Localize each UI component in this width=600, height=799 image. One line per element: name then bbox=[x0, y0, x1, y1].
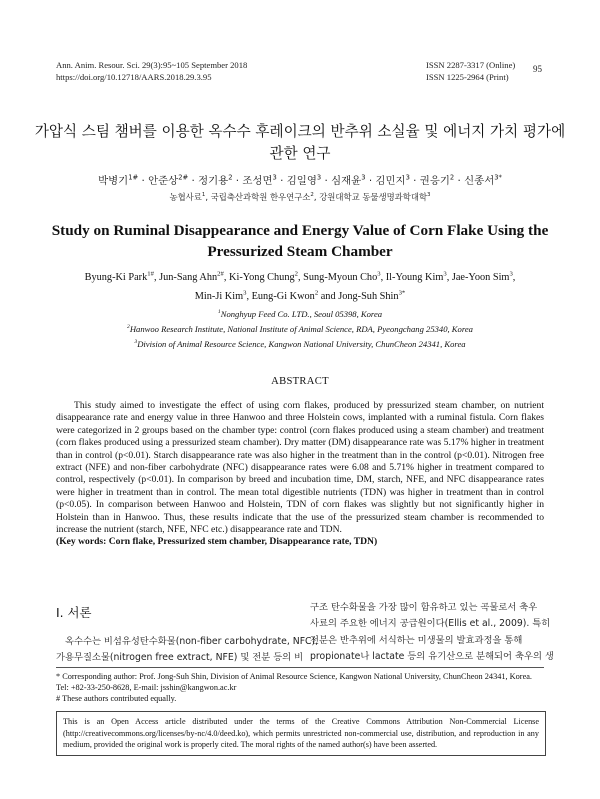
korean-title bbox=[30, 121, 570, 165]
korean-affiliations: 농협사료$^1$, 국립축산과학원 한우연구소$^2$, 강원대학교 동물생명과학대학$^3$ bbox=[169, 192, 431, 202]
section-heading-intro: Ⅰ. 서론 bbox=[56, 605, 92, 620]
english-author: Eung-Gi Kwon bbox=[251, 291, 315, 302]
english-affiliation-3 bbox=[20, 339, 580, 349]
author-mark: 3 bbox=[405, 173, 410, 182]
english-author: Jun-Sang Ahn bbox=[159, 272, 218, 283]
author-mark: 1# bbox=[147, 270, 154, 278]
author-mark: 3 bbox=[509, 270, 513, 278]
issn-block bbox=[426, 60, 515, 83]
affiliation-mark: 3 bbox=[134, 339, 138, 346]
author-mark: 3 bbox=[377, 270, 381, 278]
text-line: 사료의 주요한 에너지 공급원이다(Ellis et al., 2009). 특히 bbox=[310, 618, 551, 630]
issn-print: ISSN 1225-2964 (Print) bbox=[426, 71, 509, 82]
korean-author: 조성면 bbox=[242, 175, 273, 187]
korean-author: 심재윤 bbox=[331, 175, 362, 187]
english-author: Min-Ji Kim bbox=[194, 291, 244, 302]
text-line: 전분은 반추위에 서식하는 미생물의 발효과정을 통해 bbox=[310, 634, 523, 646]
english-authors-line2: Min-Ji Kim$^3$, Eung-Gi Kwon$^2$ and Jong-Suh Shin$^{3*}$ bbox=[194, 289, 406, 302]
text-line: 구조 탄수화물을 가장 많이 함유하고 있는 곡물로서 축우 bbox=[310, 602, 538, 613]
text-line: propionate나 lactate 등의 유기산으로 분해되어 축우의 생 bbox=[310, 650, 554, 662]
author-mark: 3 bbox=[272, 173, 277, 182]
english-title-line2: Pressurized Steam Chamber bbox=[207, 243, 393, 260]
corresponding-author-note: * Corresponding author: Prof. Jong-Suh Shin, Division of Animal Resource Science, Kangwon National University, ChunCheon 24341, Korea. Tel: +82-33-250-8628, E-mail: jsshin@kangwon.ac.kr bbox=[56, 672, 533, 692]
english-affiliation-2 bbox=[20, 324, 580, 334]
english-author: Byung-Ki Park bbox=[84, 272, 148, 283]
author-mark: 2 bbox=[314, 289, 319, 297]
footnote-rule bbox=[56, 667, 544, 668]
korean-author: 안준상 bbox=[148, 175, 179, 187]
english-title bbox=[20, 220, 580, 262]
author-mark: 2 bbox=[294, 270, 298, 278]
english-authors-line1: Byung-Ki Park$^{1\#}$, Jun-Sang Ahn$^{2\#}$, Ki-Yong Chung$^2$, Sung-Myoun Cho$^3$, Il-Young Kim$^3$, Jae-Yoon Sim$^3$, bbox=[84, 270, 516, 283]
author-mark: 2# bbox=[217, 270, 224, 278]
footnotes bbox=[56, 671, 544, 704]
affiliation-text: Division of Animal Resource Science, Kangwon National University, ChunCheon 24341, Korea bbox=[137, 339, 466, 349]
license-box: This is an Open Access article distributed under the terms of the Creative Commons Attribution Non-Commercial License (http://creativecommons.org/licenses/by-nc/4.0/deed.ko), which permits unrestricted non-commercial use, distribution, and reproduction in any medium, provided the original work is properly cited. The moral rights of the named author(s) have been asserted. bbox=[56, 711, 546, 756]
english-affiliation-1 bbox=[20, 309, 580, 319]
author-joiner: and bbox=[320, 291, 336, 302]
abstract-body bbox=[56, 400, 544, 549]
affiliation-mark: 2 bbox=[127, 324, 130, 331]
affiliation-mark: 1 bbox=[217, 309, 221, 316]
korean-affiliation: 강원대학교 동물생명과학대학 bbox=[319, 192, 428, 202]
abstract-text: This study aimed to investigate the effect of using corn flakes, produced by pressurized steam chamber, on nutrient disappearance rate and energy value in three Hanwoo and three Holstein cows, implanted with a ruminal fistula. Corn flakes were categorized in 2 groups based on the chamber type: control (corn flakes produced using a steam chamber) and treatment (corn flakes produced using a pressurized steam chamber). Dry matter (DM) disappearance rate was 5.17% higher in treatment than in control (p<0.01). Starch disappearance rate was also higher in the treatment than in the control (p<0.01). Nitrogen free extract (NFE) and non-fiber carbohydrate (NFC) disappearance rates were 6.08 and 5.71% higher in treatment compared to control, respectively (p<0.01). In comparison by breed and incubation time, DM, starch, NFE, and NFC disappearance rates were higher in treatment than in control. The mean total digestible nutrients (TDN) was higher in treatment than in control (p<0.05). In comparison between Hanwoo and Holstein, TDN of corn flakes was slightly but not significantly higher in Holstein than in Hanwoo. Thus, these results indicate that the use of the pressurized steam chamber is recommended to increase the nutrient (starch, NFE, NFC etc.) disappearance rate and TDN. bbox=[56, 400, 544, 536]
equal-contribution-note: # These authors contributed equally. bbox=[56, 694, 177, 703]
korean-author: 신종서 bbox=[464, 175, 495, 187]
text-line: 옥수수는 비섬유성탄수화물(non-fiber carbohydrate, NFC), bbox=[65, 636, 319, 647]
journal-line: Ann. Anim. Resour. Sci. 29(3):95~105 September 2018 bbox=[56, 60, 248, 70]
korean-author: 정기용 bbox=[198, 175, 229, 187]
author-mark: 2 bbox=[228, 173, 233, 182]
korean-author: 김민지 bbox=[375, 175, 406, 187]
intro-right-column bbox=[310, 600, 554, 665]
page-number: 95 bbox=[533, 64, 542, 74]
author-mark: 3* bbox=[398, 289, 406, 297]
author-mark: 2 bbox=[449, 173, 455, 182]
korean-affiliation: 국립축산과학원 한우연구소 bbox=[210, 192, 311, 202]
korean-title-line1: 가압식 스팀 챔버를 이용한 옥수수 후레이크의 반추위 소실율 및 에너지 가치 평가에 bbox=[34, 123, 566, 140]
affiliation-text: Nonghyup Feed Co. LTD., Seoul 05398, Korea bbox=[220, 309, 383, 319]
korean-authors: 박병기$^{1\#}$ · 안준상$^{2\#}$ · 정기용$^2$ · 조성면$^3$ · 김일영$^3$ · 심재윤$^3$ · 김민지$^3$ · 권응기$^2$ · 신종서$^{3*}$ bbox=[98, 173, 502, 187]
author-mark: 3 bbox=[443, 270, 447, 278]
issn-online: ISSN 2287-3317 (Online) bbox=[426, 60, 516, 70]
doi-link[interactable]: https://doi.org/10.12718/AARS.2018.29.3.95 bbox=[56, 71, 212, 82]
korean-title-line2: 관한 연구 bbox=[269, 145, 331, 162]
english-author: Jae-Yoon Sim bbox=[451, 272, 510, 283]
intro-left-column bbox=[56, 634, 319, 667]
text-line: 가용무질소물(nitrogen free extract, NFE) 및 전분 등의 비 bbox=[56, 652, 304, 664]
affiliation-mark: 3 bbox=[427, 192, 431, 199]
english-author: Ki-Yong Chung bbox=[229, 272, 295, 283]
author-mark: 3 bbox=[243, 289, 247, 297]
abstract-heading: ABSTRACT bbox=[271, 376, 329, 387]
keywords: (Key words: Corn flake, Pressurized stem chamber, Disappearance rate, TDN) bbox=[56, 536, 378, 548]
english-author: Il-Young Kim bbox=[385, 272, 444, 283]
author-mark: 3 bbox=[316, 173, 322, 182]
korean-author: 박병기 bbox=[98, 175, 129, 187]
affiliation-text: Hanwoo Research Institute, National Institute of Animal Science, RDA, Pyeongchang 25340, Korea bbox=[129, 324, 473, 334]
english-author: Sung-Myoun Cho bbox=[303, 272, 378, 283]
english-title-line1: Study on Ruminal Disappearance and Energy Value of Corn Flake Using the bbox=[51, 222, 549, 239]
korean-author: 김일영 bbox=[286, 175, 317, 187]
journal-citation bbox=[56, 60, 247, 83]
korean-author: 권응기 bbox=[419, 175, 450, 187]
affiliation-mark: 1 bbox=[201, 192, 206, 199]
english-authors bbox=[20, 268, 580, 306]
author-mark: 3 bbox=[361, 173, 366, 182]
korean-affiliation: 농협사료 bbox=[169, 192, 202, 202]
author-mark: 1# bbox=[128, 173, 139, 182]
affiliation-mark: 2 bbox=[310, 192, 314, 199]
english-author: Jong-Suh Shin bbox=[338, 291, 399, 302]
author-mark: 2# bbox=[178, 173, 189, 182]
author-mark: 3* bbox=[494, 173, 502, 182]
